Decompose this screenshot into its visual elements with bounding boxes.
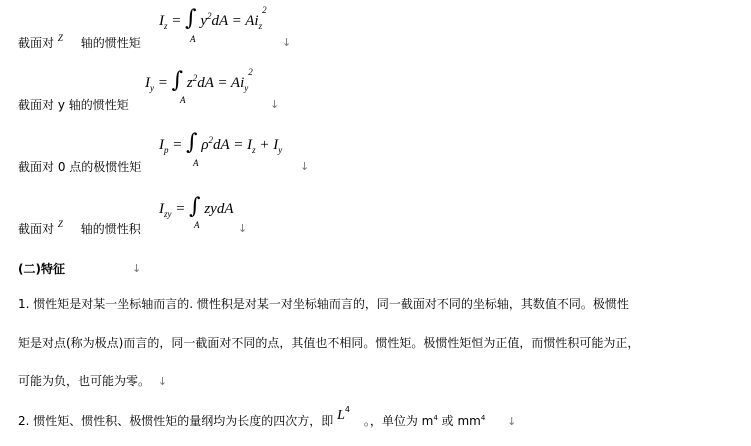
paragraph-1-line-2: 矩是对点(称为极点)而言的，同一截面对不同的点，其值也不相同。惯性矩。极惯性矩恒为正值，而惯性积可能为正， <box>18 336 640 350</box>
superscript: 2 <box>262 5 267 15</box>
formula-polar-inertia <box>159 132 282 155</box>
subscript: z <box>164 21 168 31</box>
symbol-I: I <box>159 137 164 153</box>
formula-inertia-y <box>145 67 253 93</box>
subscript: y <box>244 83 249 93</box>
integral-limit: A <box>190 34 196 44</box>
formula-inertia-z <box>159 5 267 31</box>
return-mark-icon: ↓ <box>157 375 168 388</box>
integrand: z <box>186 75 193 91</box>
paragraph-1-line-1: 1. 惯性矩是对某一坐标轴而言的. 惯性积是对某一对坐标轴而言的，同一截面对不同的坐标轴，其数值不同。极惯性 <box>18 297 629 311</box>
formula-product-inertia <box>159 196 234 219</box>
paragraph-text: 可能为负，也可能为零。 <box>18 374 151 388</box>
label-text: 轴的惯性积 <box>80 222 141 236</box>
superscript: 2 <box>207 11 212 21</box>
label-product-inertia <box>18 220 141 237</box>
subscript: y <box>150 83 154 93</box>
integral-sign: ∫ <box>189 194 201 219</box>
formula-rhs: dA = I <box>213 137 253 153</box>
integrand: y <box>200 13 208 29</box>
superscript: 2 <box>248 67 253 77</box>
dimension-symbol: L <box>337 408 345 423</box>
integral-limit: A <box>180 95 186 105</box>
equals-sign: = <box>171 13 182 29</box>
superscript: 4 <box>480 414 486 422</box>
formula-rhs: + I <box>255 137 279 153</box>
return-mark-icon: ↓ <box>132 262 142 275</box>
label-inertia-z <box>18 34 141 51</box>
integral-sign: ∫ <box>171 68 184 93</box>
equals-sign: = <box>172 137 183 153</box>
subscript: z <box>252 145 256 155</box>
paragraph-1-line-3 <box>18 372 167 389</box>
superscript: 2 <box>208 135 214 145</box>
paragraph-text: 。，单位为 m <box>363 414 434 428</box>
superscript: 2 <box>192 73 198 83</box>
paragraph-text: 2. 惯性矩、惯性积、极惯性矩的量纲均为长度的四次方，即 <box>18 414 334 428</box>
return-mark-icon: ↓ <box>300 160 310 173</box>
superscript: 4 <box>344 405 350 414</box>
symbol-I: I <box>159 13 164 29</box>
axis-variable: Z <box>57 219 63 229</box>
return-mark-icon: ↓ <box>282 36 292 49</box>
formula-rhs: dA = Ai <box>197 75 245 91</box>
label-text: 轴的惯性矩 <box>80 36 141 50</box>
integral-sign: ∫ <box>185 6 197 31</box>
label-text: 截面对 <box>18 36 55 50</box>
integral-limit: A <box>193 158 199 168</box>
equals-sign: = <box>175 201 186 217</box>
integral-sign: ∫ <box>186 130 198 155</box>
superscript: 4 <box>433 414 438 422</box>
return-mark-icon: ↓ <box>238 222 248 235</box>
integral-limit: A <box>194 220 200 230</box>
subscript: y <box>278 145 283 155</box>
subscript: z <box>258 21 263 31</box>
axis-variable: Z <box>57 33 63 43</box>
section-heading: (二)特征 <box>18 262 65 276</box>
symbol-I: I <box>145 75 150 91</box>
return-mark-icon: ↓ <box>507 415 517 428</box>
symbol-I: I <box>159 201 164 217</box>
equals-sign: = <box>157 75 168 91</box>
label-polar-inertia: 截面对 0 点的极惯性矩 <box>18 160 142 174</box>
label-text: 截面对 <box>18 222 55 236</box>
integrand: ρ <box>201 137 209 153</box>
paragraph-text: 或 mm <box>441 414 481 428</box>
subscript: zy <box>164 209 172 219</box>
return-mark-icon: ↓ <box>270 98 280 111</box>
formula-rhs: dA = Ai <box>211 13 259 29</box>
subscript: p <box>164 145 169 155</box>
paragraph-2 <box>18 405 517 430</box>
label-inertia-y: 截面对 y 轴的惯性矩 <box>18 98 129 112</box>
integrand: zydA <box>204 201 234 217</box>
